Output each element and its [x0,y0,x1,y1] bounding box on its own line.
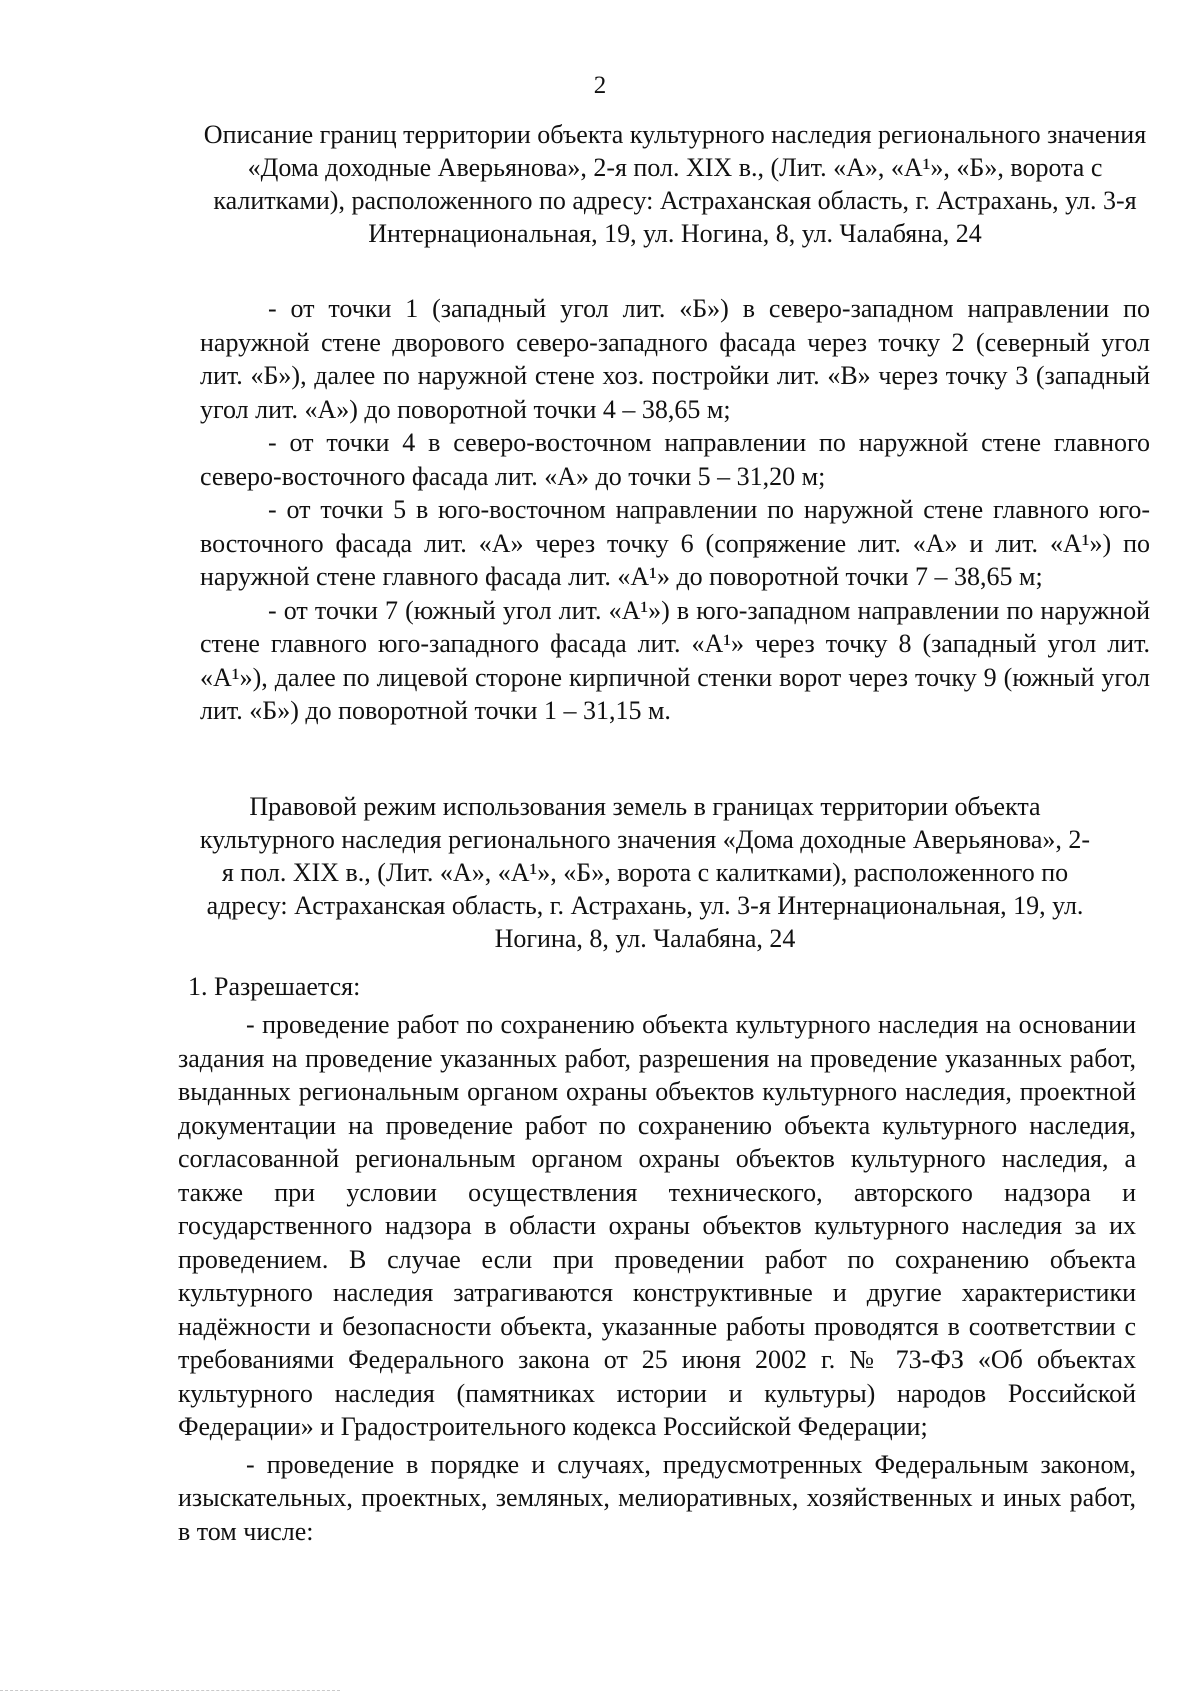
permitted-paragraph: - проведение в порядке и случаях, предусмотренных Федеральным законом, изыскательных, проектных, земляных, мелиоративных, хозяйственных и иных работ, в том числе: [178,1449,1136,1546]
permitted-item-label: 1. Разрешается: [188,972,361,1001]
page-number: 2 [593,72,607,99]
boundary-description-title: Описание границ территории объекта культурного наследия регионального значения «Дома доходные Аверьянова», 2-я пол. XIX в., (Лит. «А», «А¹», «Б», ворота с калитками), расположенного по адресу: Астраханская область, г. Астрахань, ул. 3-я Интернациональная, 19, ул. Ногина, 8, ул. Чалабяна, 24 [203,120,1147,248]
boundary-paragraph: - от точки 4 в северо-восточном направлении по наружной стене главного северо-восточного фасада лит. «А» до точки 5 – 31,20 м; [200,428,1150,491]
boundary-paragraph: - от точки 1 (западный угол лит. «Б») в северо-западном направлении по наружной стене дворового северо-западного фасада через точку 2 (северный угол лит. «Б»), далее по наружной стене хоз. постройки лит. «В» через точку 3 (западный угол лит. «А») до поворотной точки 4 – 38,65 м; [200,294,1150,424]
permitted-paragraph: - проведение работ по сохранению объекта культурного наследия на основании задания на проведение указанных работ, разрешения на проведение указанных работ, выданных региональным органом охраны объектов культурного наследия, проектной документации на проведение работ по сохранению объекта культурного наследия, согласованной региональным органом охраны объектов культурного наследия, а также при условии осуществления технического, авторского надзора и государственного надзора в области охраны объектов культурного наследия за их проведением. В случае если при проведении работ по сохранению объекта культурного наследия затрагиваются конструктивные и другие характеристики надёжности и безопасности объекта, указанные работы проводятся в соответствии с требованиями Федерального закона от 25 июня 2002 г. № 73-ФЗ «Об объектах культурного наследия (памятниках истории и культуры) народов Российской Федерации» и Градостроительного кодекса Российской Федерации; [178,1010,1136,1441]
scan-edge-divider [0,1690,340,1691]
permitted-activities-body [178,1008,1136,1548]
legal-regime-title: Правовой режим использования земель в границах территории объекта культурного наследия регионального значения «Дома доходные Аверьянова», 2-я пол. XIX в., (Лит. «А», «А¹», «Б», ворота с калитками), расположенного по адресу: Астраханская область, г. Астрахань, ул. 3-я Интернациональная, 19, ул. Ногина, 8, ул. Чалабяна, 24 [199,792,1091,953]
boundary-description-body [200,292,1150,728]
boundary-paragraph: - от точки 7 (южный угол лит. «А¹») в юго-западном направлении по наружной стене главного юго-западного фасада лит. «А¹» через точку 8 (западный угол лит. «А¹»), далее по лицевой стороне кирпичной стенки ворот через точку 9 (южный угол лит. «Б») до поворотной точки 1 – 31,15 м. [200,595,1150,725]
boundary-paragraph: - от точки 5 в юго-восточном направлении по наружной стене главного юго-восточного фасада лит. «А» через точку 6 (сопряжение лит. «А» и лит. «А¹») по наружной стене главного фасада лит. «А¹» до поворотной точки 7 – 38,65 м; [200,495,1150,591]
